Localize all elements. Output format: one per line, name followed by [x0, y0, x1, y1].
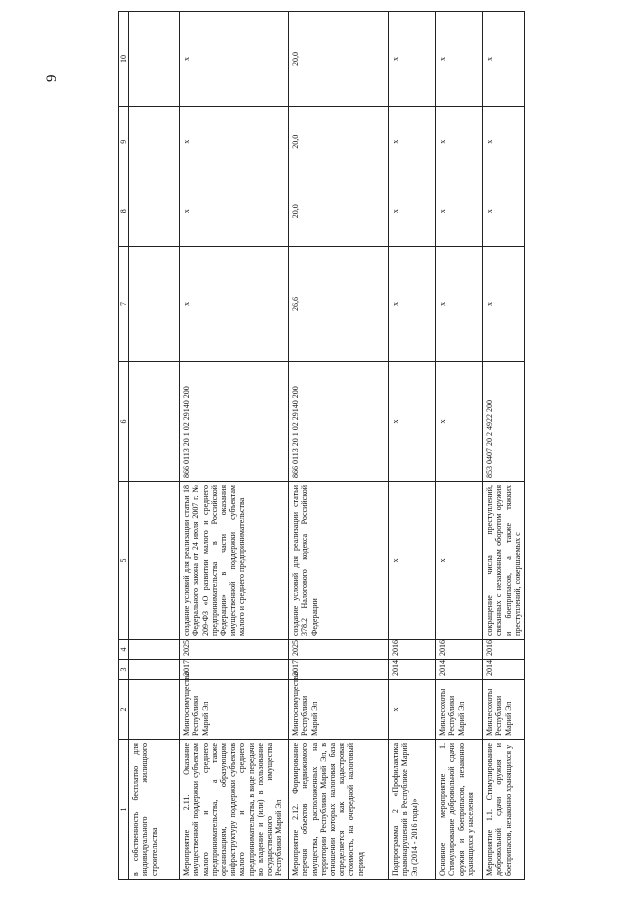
value-col-8: 20,0: [289, 177, 389, 247]
value-col-10: [129, 12, 180, 107]
column-number: 1: [119, 740, 129, 880]
start-year: 2014: [389, 660, 436, 680]
activity-name: Мероприятие 2.12. Формирование перечня объектов недвижимого имущества, расположенных на территории Республики Марий Эл, в отношении которых налоговая база определяется как кадастровая стоимость, на очередной налоговый период: [289, 740, 389, 880]
value-col-9: x: [389, 107, 436, 177]
expected-result: создание условий для реализации статьи 378.2 Налогового кодекса Российской Федерации: [289, 482, 389, 640]
activity-name: в собственность бесплатно для индивидуального жилищного строительства: [129, 740, 180, 880]
value-col-10: x: [436, 12, 483, 107]
start-year: 2014: [483, 660, 525, 680]
expected-result: сокращение числа преступлений, связанных с незаконным оборотом оружия и боеприпасов, а также тяжких преступлений, совершаемых с: [483, 482, 525, 640]
budget-code: 866 0113 20 1 02 29140 200: [289, 362, 389, 482]
page-number: 9: [44, 74, 60, 82]
value-col-10: x: [389, 12, 436, 107]
budget-code: [129, 362, 180, 482]
responsible-executor: x: [389, 680, 436, 740]
responsible-executor: Минлесохоты Республики Марий Эл: [483, 680, 525, 740]
value-col-9: x: [180, 107, 289, 177]
budget-code: 853 0407 20 2 4922 200: [483, 362, 525, 482]
value-col-7: 26,6: [289, 247, 389, 362]
table-row: [389, 12, 436, 880]
value-col-9: x: [483, 107, 525, 177]
value-col-8: x: [180, 177, 289, 247]
end-year: 2016: [436, 640, 483, 660]
activity-name: Основное мероприятие 1. Стимулирование добровольной сдачи оружия и боеприпасов, незаконно хранящихся у населения: [436, 740, 483, 880]
budget-code: x: [436, 362, 483, 482]
table-row: [129, 12, 180, 880]
value-col-9: x: [436, 107, 483, 177]
column-number: 7: [119, 247, 129, 362]
table-row: [436, 12, 483, 880]
value-col-7: x: [483, 247, 525, 362]
column-number: 5: [119, 482, 129, 640]
column-number: 3: [119, 660, 129, 680]
column-number: 9: [119, 107, 129, 177]
expected-result: x: [436, 482, 483, 640]
start-year: 2014: [436, 660, 483, 680]
column-number: 8: [119, 177, 129, 247]
value-col-8: [129, 177, 180, 247]
value-col-7: x: [180, 247, 289, 362]
budget-code: x: [389, 362, 436, 482]
expected-result: [129, 482, 180, 640]
value-col-8: x: [436, 177, 483, 247]
column-number-row: [119, 12, 129, 880]
table-row: [483, 12, 525, 880]
column-number: 4: [119, 640, 129, 660]
start-year: 2017: [289, 660, 389, 680]
end-year: [129, 640, 180, 660]
expected-result: x: [389, 482, 436, 640]
value-col-10: x: [483, 12, 525, 107]
budget-code: 866 0113 20 1 02 29140 200: [180, 362, 289, 482]
column-number: 10: [119, 12, 129, 107]
program-table: [118, 11, 525, 880]
value-col-8: x: [483, 177, 525, 247]
responsible-executor: Мингосимущество Республики Марий Эл: [289, 680, 389, 740]
value-col-10: x: [180, 12, 289, 107]
column-number: 6: [119, 362, 129, 482]
value-col-7: [129, 247, 180, 362]
expected-result: создание условий для реализации статьи 18 Федерального закона от 24 июля 2007 г. № 209-ФЗ «О развитии малого и среднего предпринимательства в Российской Федерации» в части оказания имущественной поддержки субъектам малого и среднего предпринимательства: [180, 482, 289, 640]
value-col-7: x: [436, 247, 483, 362]
responsible-executor: Минлесохоты Республики Марий Эл: [436, 680, 483, 740]
end-year: 2025: [289, 640, 389, 660]
activity-name: Мероприятие 1.1. Стимулирование добровольной сдачи оружия и боеприпасов, незаконно хранящихся у: [483, 740, 525, 880]
table-row: [180, 12, 289, 880]
column-number: 2: [119, 680, 129, 740]
activity-name: Подпрограмма 2 «Профилактика правонарушений в Республике Марий Эл (2014 - 2016 годы)»: [389, 740, 436, 880]
value-col-7: x: [389, 247, 436, 362]
value-col-10: 20,0: [289, 12, 389, 107]
responsible-executor: Мингосимущество Республики Марий Эл: [180, 680, 289, 740]
responsible-executor: [129, 680, 180, 740]
start-year: 2017: [180, 660, 289, 680]
value-col-9: 20,0: [289, 107, 389, 177]
table-row: [289, 12, 389, 880]
end-year: 2016: [483, 640, 525, 660]
activity-name: Мероприятие 2.11. Оказание имущественной поддержки субъектам малого и среднего предпринимательства, а также организациям, образующим инфраструктуру поддержки субъектов малого и среднего предпринимательства, в виде передачи во владение и (или) в пользование государственного имущества Республики Марий Эл: [180, 740, 289, 880]
value-col-8: x: [389, 177, 436, 247]
start-year: [129, 660, 180, 680]
value-col-9: [129, 107, 180, 177]
end-year: 2025: [180, 640, 289, 660]
end-year: 2016: [389, 640, 436, 660]
